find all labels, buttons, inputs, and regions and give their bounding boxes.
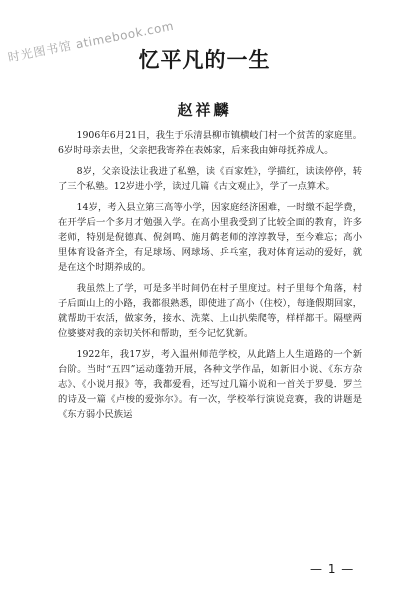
article-title: 忆平凡的一生 [138, 48, 271, 72]
page-number: — 1 — [310, 562, 355, 576]
article-author: 赵祥麟 [177, 101, 232, 119]
paragraph: 8岁，父亲设法让我进了私塾，读《百家姓》，学描红，读读停停，转了三个私塾。12岁进小学，读过几篇《古文观止》，学了一点算术。 [58, 166, 362, 192]
paragraph: 1922年，我17岁，考入温州师范学校，从此踏上人生道路的一个新台阶。当时“五四”运动蓬勃开展，各种文学作品，如新旧小说、《东方杂志》、《小说月报》等，我都爱看，还写过几篇小说和一首关于罗曼．罗兰的诗及一篇《卢梭的爱弥尔》。有一次，学校举行演说竞赛，我的讲题是《东方弱小民族运 [58, 349, 362, 420]
paragraph: 1906年6月21日，我生于乐清县柳市镇横岐门村一个贫苦的家庭里。6岁时母亲去世，父亲把我寄养在表姊家，后来我由婶母抚养成人。 [58, 130, 362, 156]
watermark-url: atimebook.com [74, 18, 176, 52]
watermark-site-name: 时光图书馆 [6, 38, 74, 65]
article-body [58, 128, 362, 422]
paragraph: 我虽然上了学，可是多半时间仍在村子里度过。村子里每个角落，村子后面山上的小路，我都很熟悉，即使进了高小（住校），每逢假期回家，就帮助干农活，做家务，接水、洗菜、上山扒柴爬等，样样都干。隔壁两位婆婆对我的亲切关怀和帮助，至今记忆犹新。 [58, 283, 362, 339]
paragraph: 14岁，考入县立第三高等小学，因家庭经济困难，一时缴不起学费，在开学后一个多月才勉强入学。在高小里我受到了比较全面的教育，许多老师，特别是倪德真、倪剑鸣、施月鹤老师的淳淳教导，至今难忘；高小里体育设备齐全，有足球场、网球场、乒乓室，我对体育运动的爱好，就是在这个时期养成的。 [58, 202, 362, 273]
